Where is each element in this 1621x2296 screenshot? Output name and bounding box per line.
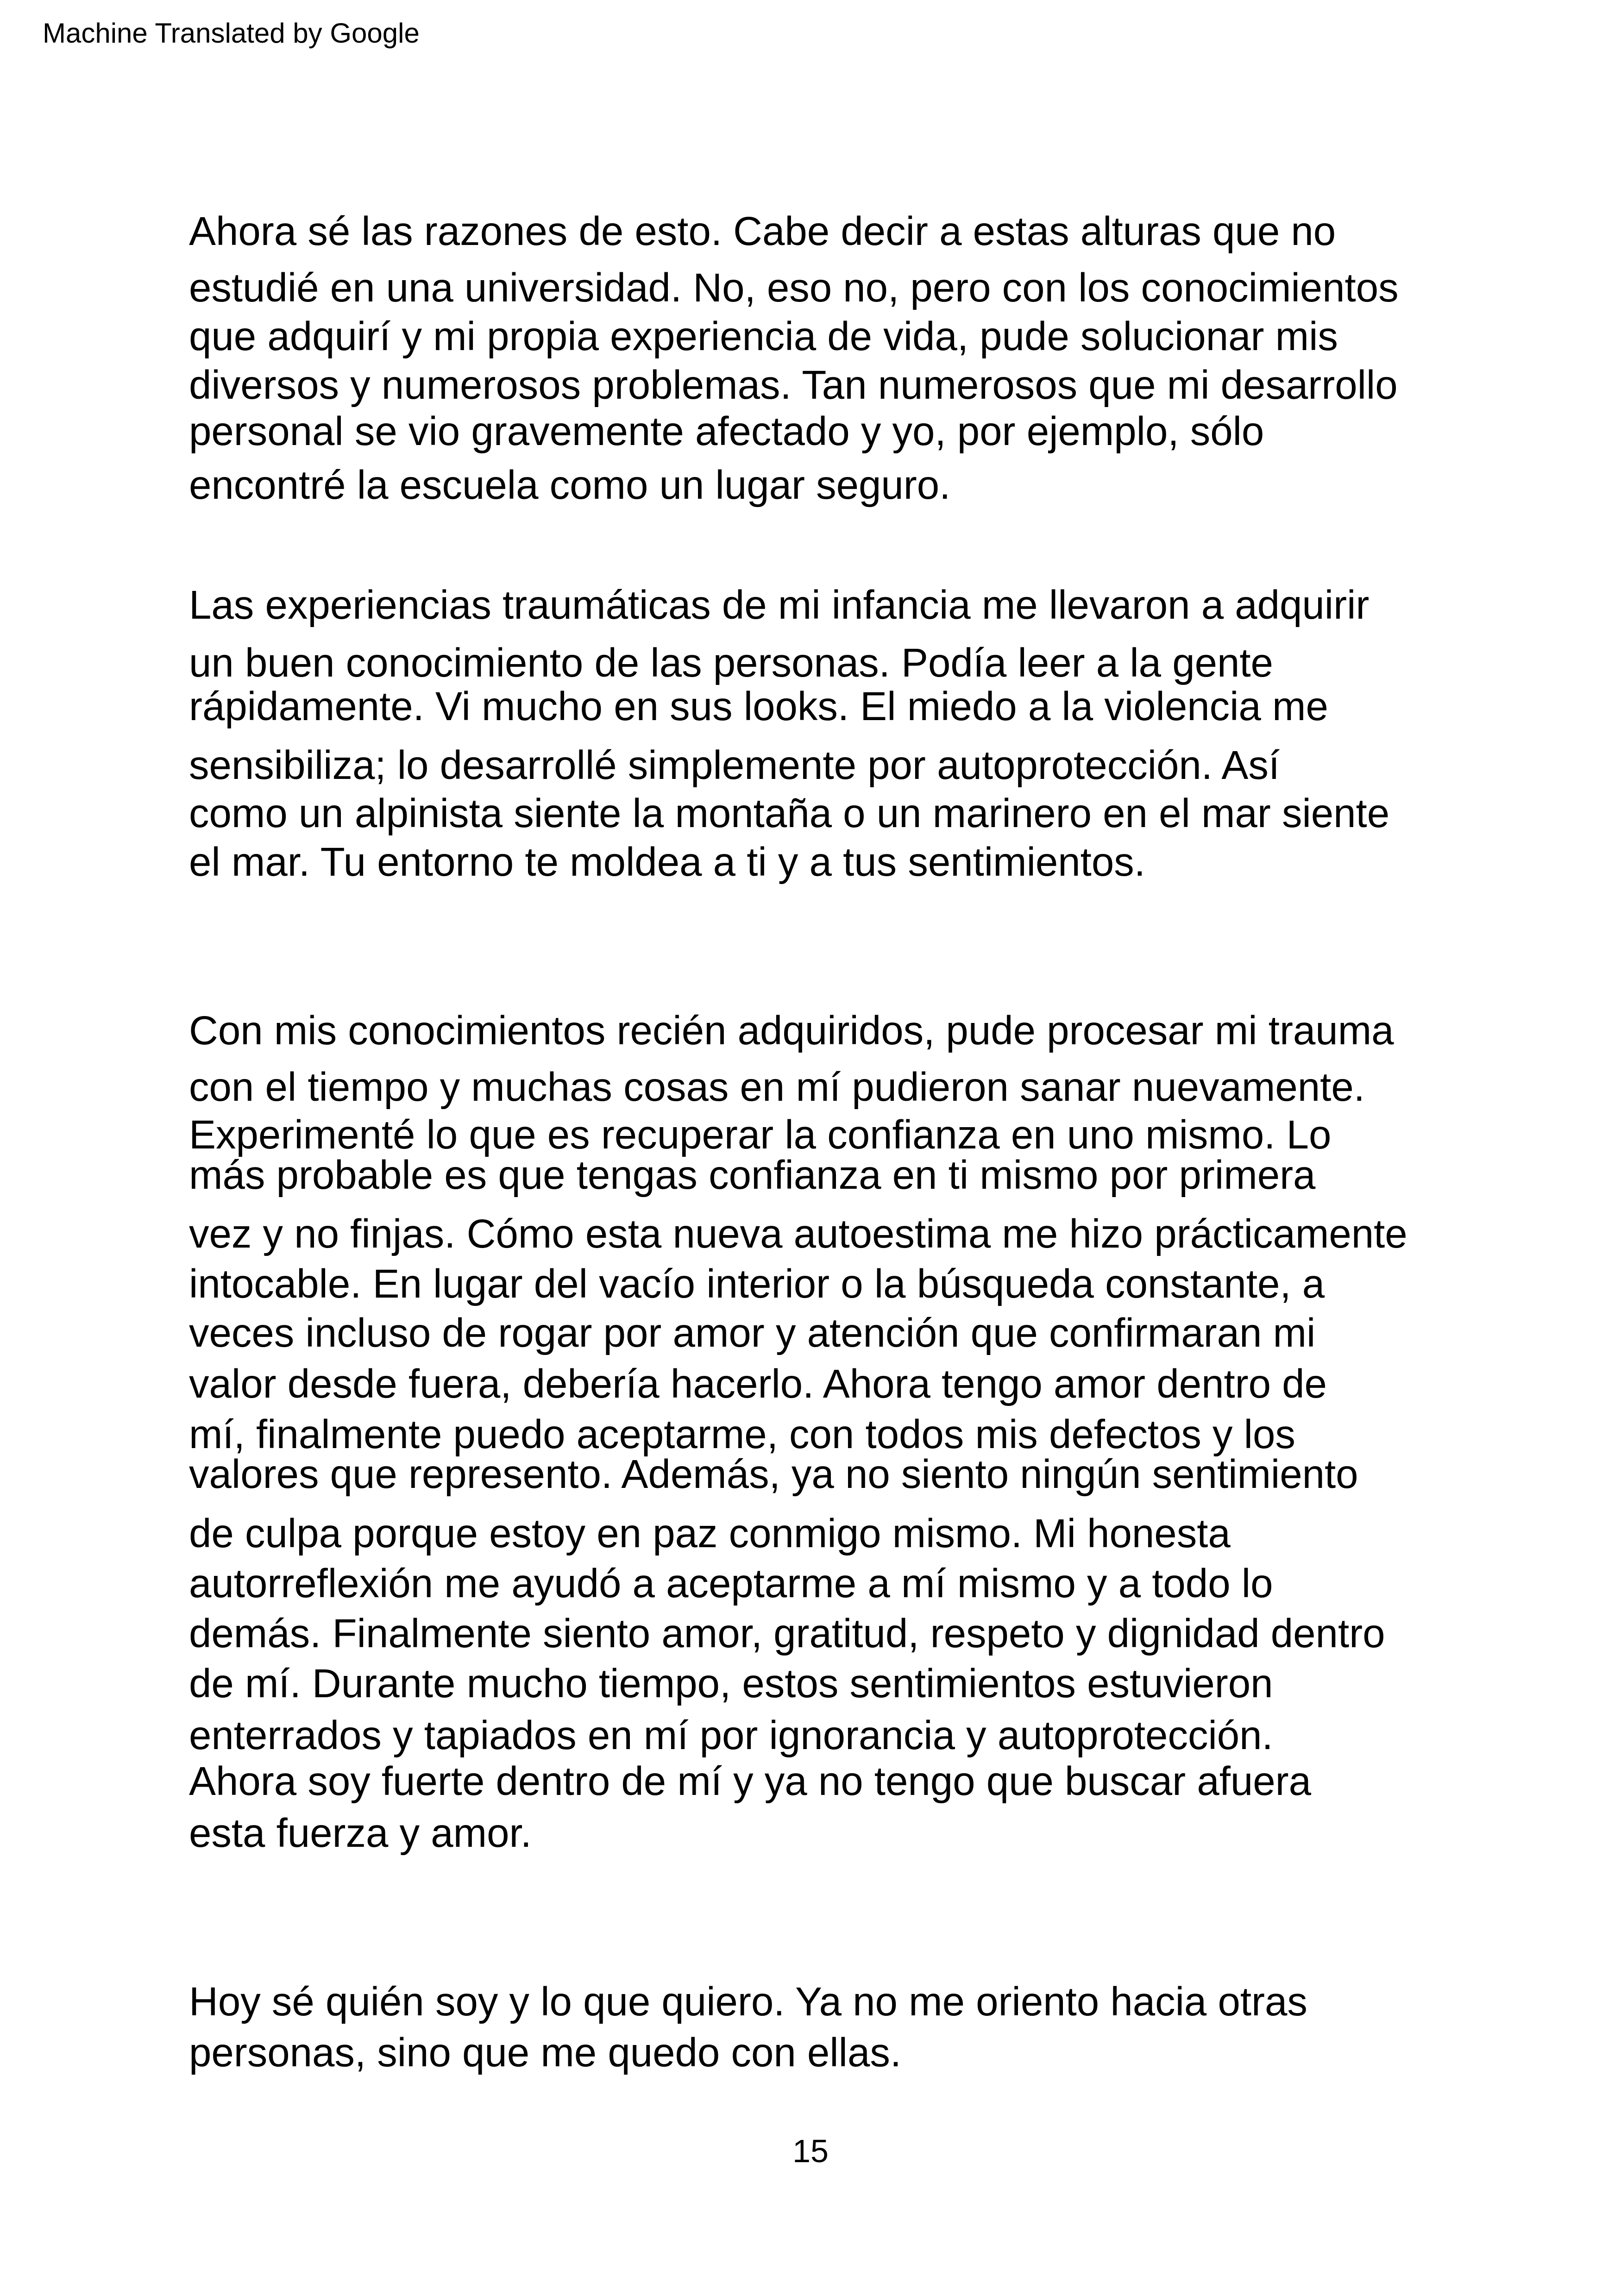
text-line: esta fuerza y amor. <box>189 1811 532 1856</box>
text-line: vez y no finjas. Cómo esta nueva autoestima me hizo prácticamente <box>189 1211 1407 1256</box>
text-line: sensibiliza; lo desarrollé simplemente por autoprotección. Así <box>189 743 1280 788</box>
text-line: encontré la escuela como un lugar seguro. <box>189 463 951 508</box>
text-line: Ahora soy fuerte dentro de mí y ya no tengo que buscar afuera <box>189 1759 1312 1804</box>
text-line: personas, sino que me quedo con ellas. <box>189 2030 902 2075</box>
text-line: personal se vio gravemente afectado y yo, por ejemplo, sólo <box>189 409 1264 454</box>
text-line: Las experiencias traumáticas de mi infancia me llevaron a adquirir <box>189 583 1370 627</box>
text-line: de culpa porque estoy en paz conmigo mismo. Mi honesta <box>189 1511 1231 1556</box>
page-number: 15 <box>792 2133 829 2169</box>
text-line: demás. Finalmente siento amor, gratitud, respeto y dignidad dentro <box>189 1611 1385 1656</box>
text-line: Con mis conocimientos recién adquiridos, pude procesar mi trauma <box>189 1008 1394 1053</box>
translation-notice: Machine Translated by Google <box>43 18 420 49</box>
text-line: mí, finalmente puedo aceptarme, con todos mis defectos y los <box>189 1412 1295 1457</box>
text-line: con el tiempo y muchas cosas en mí pudieron sanar nuevamente. <box>189 1065 1365 1110</box>
text-line: intocable. En lugar del vacío interior o la búsqueda constante, a <box>189 1261 1325 1306</box>
text-line: rápidamente. Vi mucho en sus looks. El miedo a la violencia me <box>189 684 1328 729</box>
text-line: valores que represento. Además, ya no siento ningún sentimiento <box>189 1452 1358 1497</box>
text-line: Ahora sé las razones de esto. Cabe decir a estas alturas que no <box>189 209 1336 254</box>
text-line: diversos y numerosos problemas. Tan numerosos que mi desarrollo <box>189 363 1398 408</box>
text-line: un buen conocimiento de las personas. Podía leer a la gente <box>189 640 1273 685</box>
text-line: valor desde fuera, debería hacerlo. Ahora tengo amor dentro de <box>189 1361 1327 1406</box>
text-line: como un alpinista siente la montaña o un marinero en el mar siente <box>189 791 1390 836</box>
text-line: veces incluso de rogar por amor y atención que confirmaran mi <box>189 1311 1316 1355</box>
text-line: enterrados y tapiados en mí por ignorancia y autoprotección. <box>189 1713 1273 1758</box>
text-line: el mar. Tu entorno te moldea a ti y a tus sentimientos. <box>189 840 1145 885</box>
text-line: que adquirí y mi propia experiencia de vida, pude solucionar mis <box>189 314 1338 359</box>
text-line: Hoy sé quién soy y lo que quiero. Ya no me oriento hacia otras <box>189 1979 1307 2024</box>
text-line: más probable es que tengas confianza en ti mismo por primera <box>189 1153 1316 1198</box>
text-line: Experimenté lo que es recuperar la confianza en uno mismo. Lo <box>189 1112 1332 1157</box>
text-line: estudié en una universidad. No, eso no, pero con los conocimientos <box>189 265 1399 310</box>
text-line: autorreflexión me ayudó a aceptarme a mí mismo y a todo lo <box>189 1561 1273 1606</box>
text-line: de mí. Durante mucho tiempo, estos sentimientos estuvieron <box>189 1661 1273 1706</box>
